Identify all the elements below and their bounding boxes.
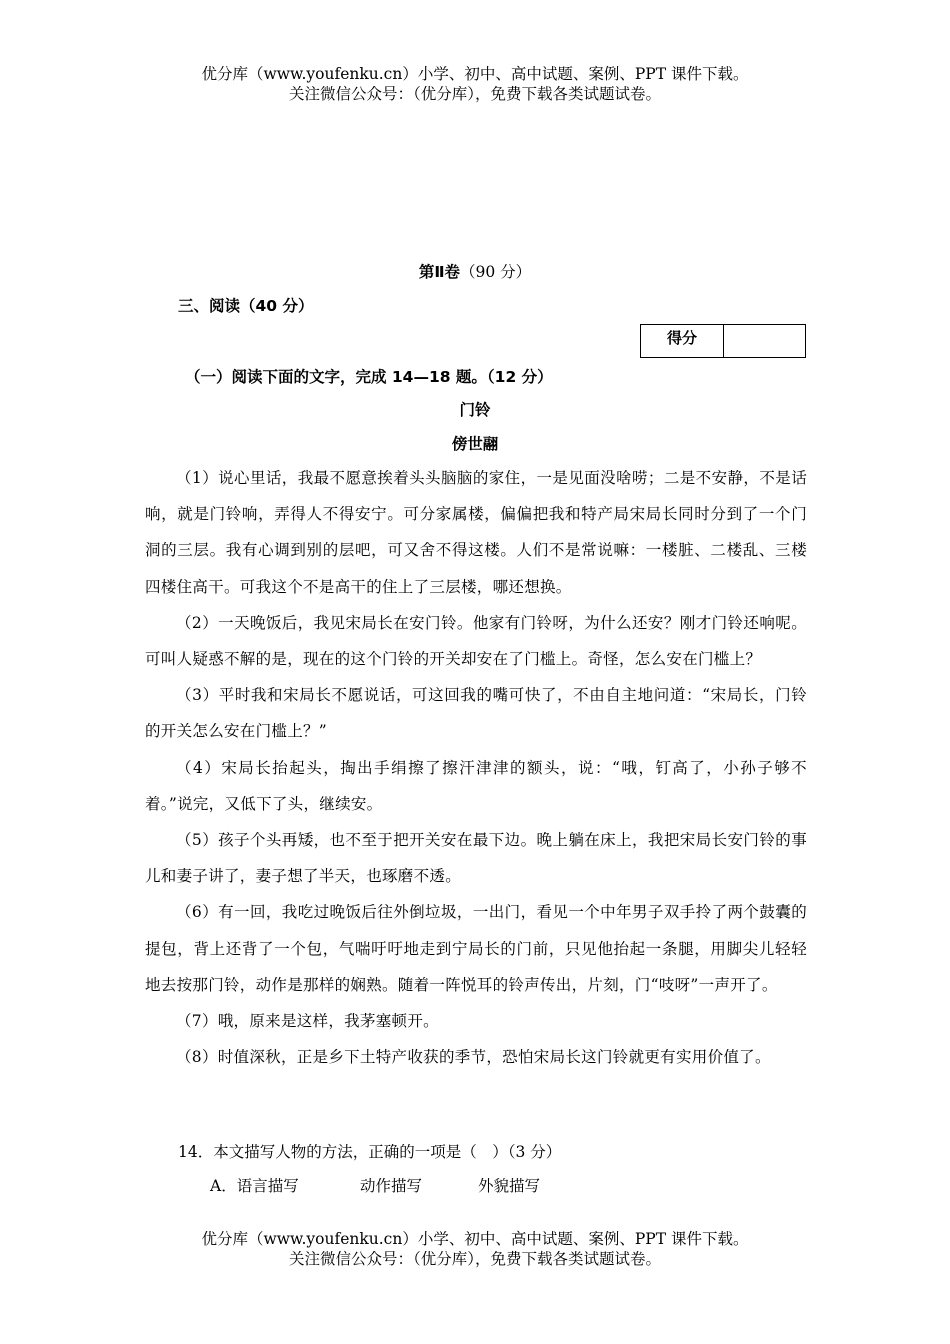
score-box: [640, 324, 806, 358]
score-label: 得分: [641, 325, 724, 357]
page-footer: [0, 1229, 950, 1269]
article-author: 傍世翮: [451, 435, 499, 453]
paragraph-2: （2）一天晚饭后，我见宋局长在安门铃。他家有门铃呀，为什么还安？刚才门铃还响呢。可叫人疑惑不解的是，现在的这个门铃的开关却安在了门槛上。奇怪，怎么安在门槛上？: [145, 613, 807, 669]
footer-line-1: 优分库（www.youfenku.cn）小学、初中、高中试题、案例、PPT 课件下载。: [201, 1230, 749, 1248]
option-a-item-1: A．语言描写: [210, 1177, 299, 1195]
paragraph-7: （7）哦，原来是这样，我茅塞顿开。: [176, 1012, 439, 1031]
section-title-score: （90 分）: [460, 263, 532, 281]
section-subtitle: 三、阅读（40 分）: [178, 297, 314, 315]
page-header: [0, 64, 950, 104]
question-14: 14．本文描写人物的方法，正确的一项是（ ）（3 分）: [178, 1143, 562, 1161]
article-body: [145, 460, 807, 1075]
footer-line-2: 关注微信公众号：（优分库），免费下载各类试题试卷。: [288, 1250, 661, 1268]
paragraph-3: （3）平时我和宋局长不愿说话，可这回我的嘴可快了，不由自主地问道：“宋局长，门铃的开关怎么安在门槛上？”: [145, 686, 807, 741]
paragraph-4: （4）宋局长抬起头，掏出手绢擦了擦汗津津的额头，说：“哦，钉高了，小孙子够不着。”说完，又低下了头，继续安。: [145, 758, 807, 813]
reading-instruction: （一）阅读下面的文字，完成 14—18 题。（12 分）: [185, 368, 553, 386]
paragraph-8: （8）时值深秋，正是乡下土特产收获的季节，恐怕宋局长这门铃就更有实用价值了。: [176, 1048, 771, 1067]
header-line-1: 优分库（www.youfenku.cn）小学、初中、高中试题、案例、PPT 课件下载。: [201, 65, 749, 83]
option-a-item-2: 动作描写: [360, 1177, 423, 1195]
paragraph-5: （5）孩子个头再矮，也不至于把开关安在最下边。晚上躺在床上，我把宋局长安门铃的事儿和妻子讲了，妻子想了半天，也琢磨不透。: [145, 831, 807, 886]
score-value-cell: [724, 325, 805, 357]
section-title-bold: 第Ⅱ卷: [418, 263, 461, 281]
article-title: 门铃: [459, 401, 491, 419]
header-line-2: 关注微信公众号：（优分库），免费下载各类试题试卷。: [288, 85, 661, 103]
paragraph-1: （1）说心里话，我最不愿意挨着头头脑脑的家住，一是见面没啥唠；二是不安静，不是话响，就是门铃响，弄得人不得安宁。可分家属楼，偏偏把我和特产局宋局长同时分到了一个门洞的三层。我有心调到别的层吧，可又舍不得这楼。人们不是常说嘛：一楼脏、二楼乱、三楼四楼住高干。可我这个不是高干的住上了三层楼，哪还想换。: [145, 469, 807, 596]
paragraph-6: （6）有一回，我吃过晚饭后往外倒垃圾，一出门，看见一个中年男子双手拎了两个鼓囊的提包，背上还背了一个包，气喘吁吁地走到宁局长的门前，只见他抬起一条腿，用脚尖儿轻轻地去按那门铃，动作是那样的娴熟。随着一阵悦耳的铃声传出，片刻，门“吱呀”一声开了。: [145, 903, 807, 994]
option-a-item-3: 外貌描写: [478, 1177, 541, 1195]
question-14-option-a: [210, 1174, 540, 1196]
section-title: [0, 260, 950, 282]
